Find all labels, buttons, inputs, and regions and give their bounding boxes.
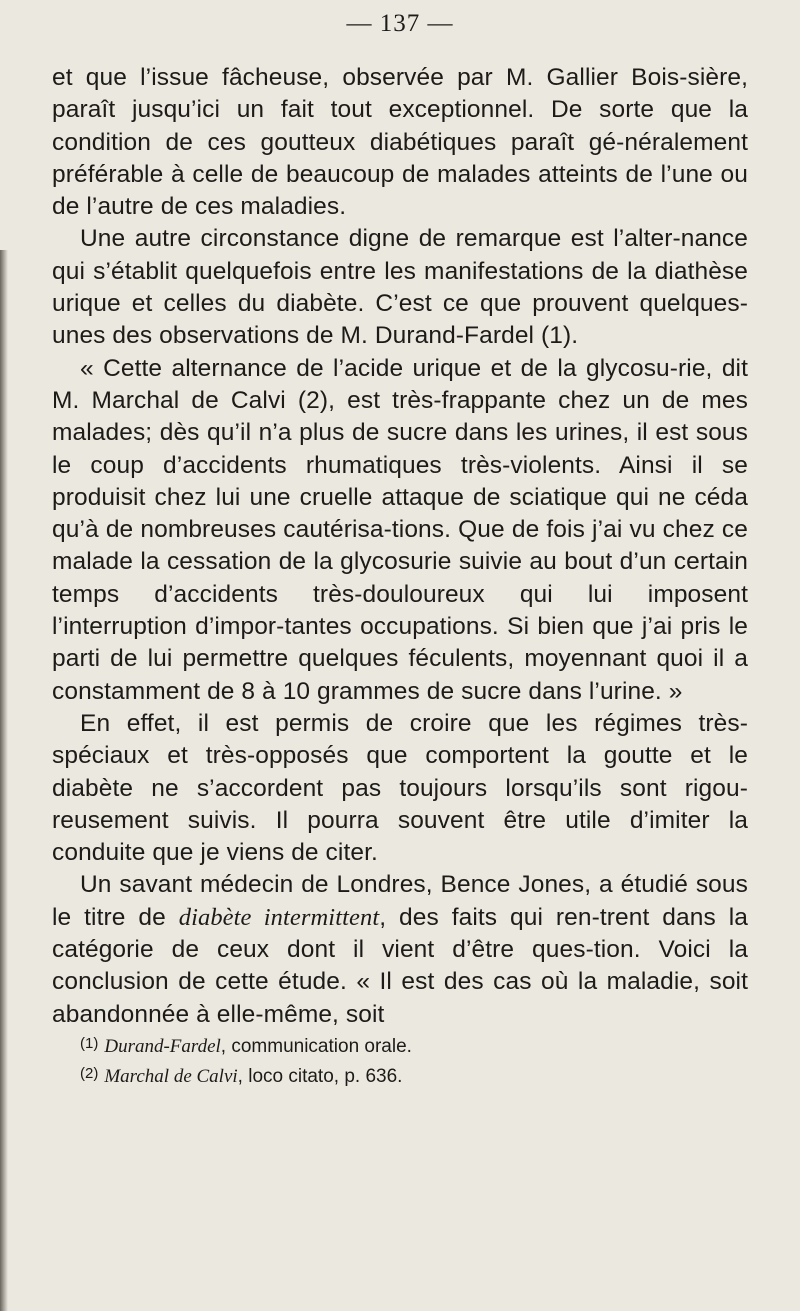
body-text: [52, 62, 748, 1031]
footnote-1-author: Durand-Fardel: [104, 1036, 221, 1057]
footnote-2: [80, 1060, 740, 1090]
footnote-1-text: , communication orale.: [220, 1036, 412, 1057]
paragraph-5-italic: diabète intermittent: [178, 903, 380, 931]
footnote-1: [80, 1030, 740, 1060]
footnote-2-mark: (2): [80, 1065, 99, 1082]
page-number: — 137 —: [346, 10, 454, 37]
paragraph-3: « Cette alternance de l’acide urique et de la glycosu-rie, dit M. Marchal de Calvi (2), est très-frappante chez un de mes malades; dès qu’il n’a plus de sucre dans les urines, il est sous le coup d’accidents rhumatiques très-violents. Ainsi il se produisit chez lui une cruelle attaque de sciatique qui ne céda qu’à de nombreuses cautérisa-tions. Que de fois j’ai vu chez ce malade la cessation de la glycosurie suivie au bout d’un certain temps d’accidents très-douloureux qui lui imposent l’interruption d’impor-tantes occupations. Si bien que j’ai pris le parti de lui permettre quelques féculents, moyennant quoi il a constamment de 8 à 10 grammes de sucre dans l’urine. »: [52, 354, 748, 705]
footnotes: [80, 1030, 740, 1090]
paragraph-5-before: Un savant médecin de Londres, Bence Jones, a étudié sous le titre de: [52, 871, 748, 931]
footnote-2-text: , loco citato, p. 636.: [237, 1066, 403, 1087]
paragraph-2: Une autre circonstance digne de remarque est l’alter-nance qui s’établit quelquefois entre les manifestations de la diathèse urique et celles du diabète. C’est ce que prouvent quelques-unes des observations de M. Durand-Fardel (1).: [52, 225, 748, 350]
paragraph-5: [52, 869, 748, 1030]
paragraph-4: En effet, il est permis de croire que les régimes très-spéciaux et très-opposés que comportent la goutte et le diabète ne s’accordent pas toujours lorsqu’ils sont rigou-reusement suivis. Il pourra souvent être utile d’imiter la conduite que je viens de citer.: [52, 709, 748, 867]
paragraph-5-after: , des faits qui ren-trent dans la catégorie de ceux dont il vient d’être ques-tion. Voici la conclusion de cette étude. « Il est des cas où la maladie, soit abandonnée à elle-même, soit: [52, 903, 748, 1028]
footnote-2-author: Marchal de Calvi: [104, 1066, 238, 1087]
paragraph-1: et que l’issue fâcheuse, observée par M. Gallier Bois-sière, paraît jusqu’ici un fait tout exceptionnel. De sorte que la condition de ces goutteux diabétiques paraît gé-néralement préférable à celle de beaucoup de malades atteints de l’une ou de l’autre de ces maladies.: [52, 64, 748, 221]
footnote-1-mark: (1): [80, 1035, 99, 1052]
page-binding-shadow: [0, 250, 8, 1311]
